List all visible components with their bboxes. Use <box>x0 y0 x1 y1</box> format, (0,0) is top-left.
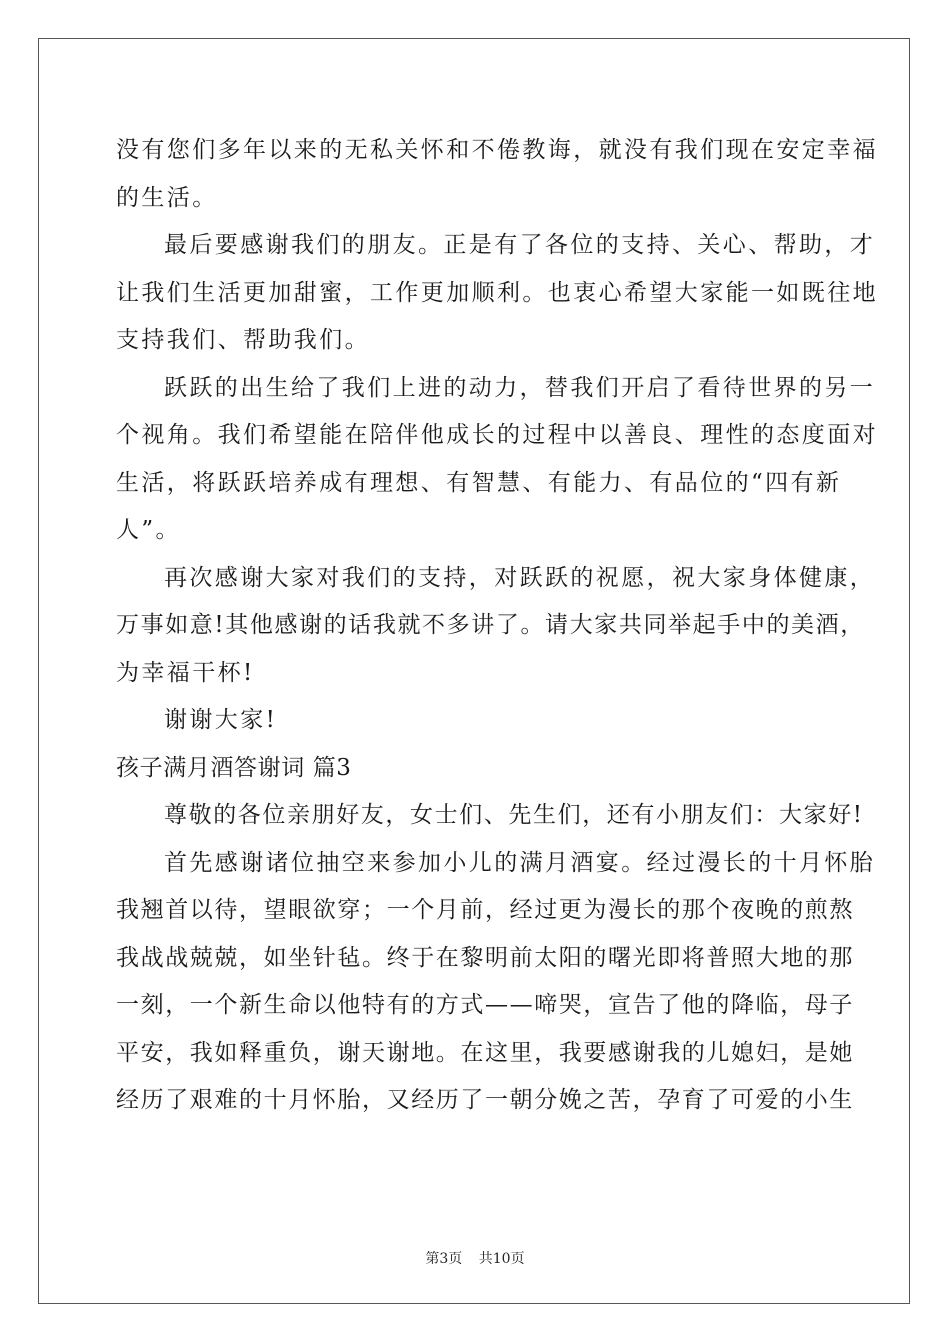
text-line: 没有您们多年以来的无私关怀和不倦教诲，就没有我们现在安定幸福 <box>116 137 878 163</box>
text-line: 万事如意!其他感谢的话我就不多讲了。请大家共同举起手中的美酒， <box>116 612 865 638</box>
text-line: 平安，我如释重负，谢天谢地。在这里，我要感谢我的儿媳妇，是她 <box>116 1039 854 1066</box>
text-line: 支持我们、帮助我们。 <box>116 327 370 353</box>
text-line: 一刻，一个新生命以他特有的方式——啼哭，宣告了他的降临，母子 <box>116 992 854 1018</box>
document-body <box>116 127 878 1125</box>
paragraph-start-line: 谢谢大家! <box>164 707 278 733</box>
paragraph-start-line: 尊敬的各位亲朋好友，女士们、先生们，还有小朋友们：大家好! <box>164 802 864 828</box>
page-number: 第3页 <box>425 1251 463 1267</box>
text-line: 经历了艰难的十月怀胎，又经历了一朝分娩之苦，孕育了可爱的小生 <box>116 1087 854 1113</box>
paragraph-start-line: 再次感谢大家对我们的支持，对跃跃的祝愿，祝大家身体健康， <box>164 564 876 591</box>
page-total: 共10页 <box>478 1251 525 1267</box>
text-line: 让我们生活更加甜蜜，工作更加顺利。也衷心希望大家能一如既往地 <box>116 279 878 306</box>
text-line: 个视角。我们希望能在陪伴他成长的过程中以善良、理性的态度面对 <box>116 422 878 448</box>
paragraph-start-line: 首先感谢诸位抽空来参加小儿的满月酒宴。经过漫长的十月怀胎 <box>164 849 876 876</box>
text-line: 人”。 <box>116 517 181 543</box>
text-line: 生活，将跃跃培养成有理想、有智慧、有能力、有品位的“四有新 <box>116 469 842 496</box>
text-line: 我战战兢兢，如坐针毡。终于在黎明前太阳的曙光即将普照大地的那 <box>116 944 854 971</box>
paragraph-start-line: 最后要感谢我们的朋友。正是有了各位的支持、关心、帮助，才 <box>164 232 876 258</box>
text-line: 我翘首以待，望眼欲穿；一个月前，经过更为漫长的那个夜晚的煎熬 <box>116 897 854 923</box>
page-footer <box>0 1248 950 1268</box>
paragraph-start-line: 跃跃的出生给了我们上进的动力，替我们开启了看待世界的另一 <box>164 374 876 401</box>
text-line: 的生活。 <box>116 184 218 211</box>
section-heading: 孩子满月酒答谢词 篇3 <box>116 754 352 781</box>
text-line: 为幸福干杯! <box>116 659 255 686</box>
